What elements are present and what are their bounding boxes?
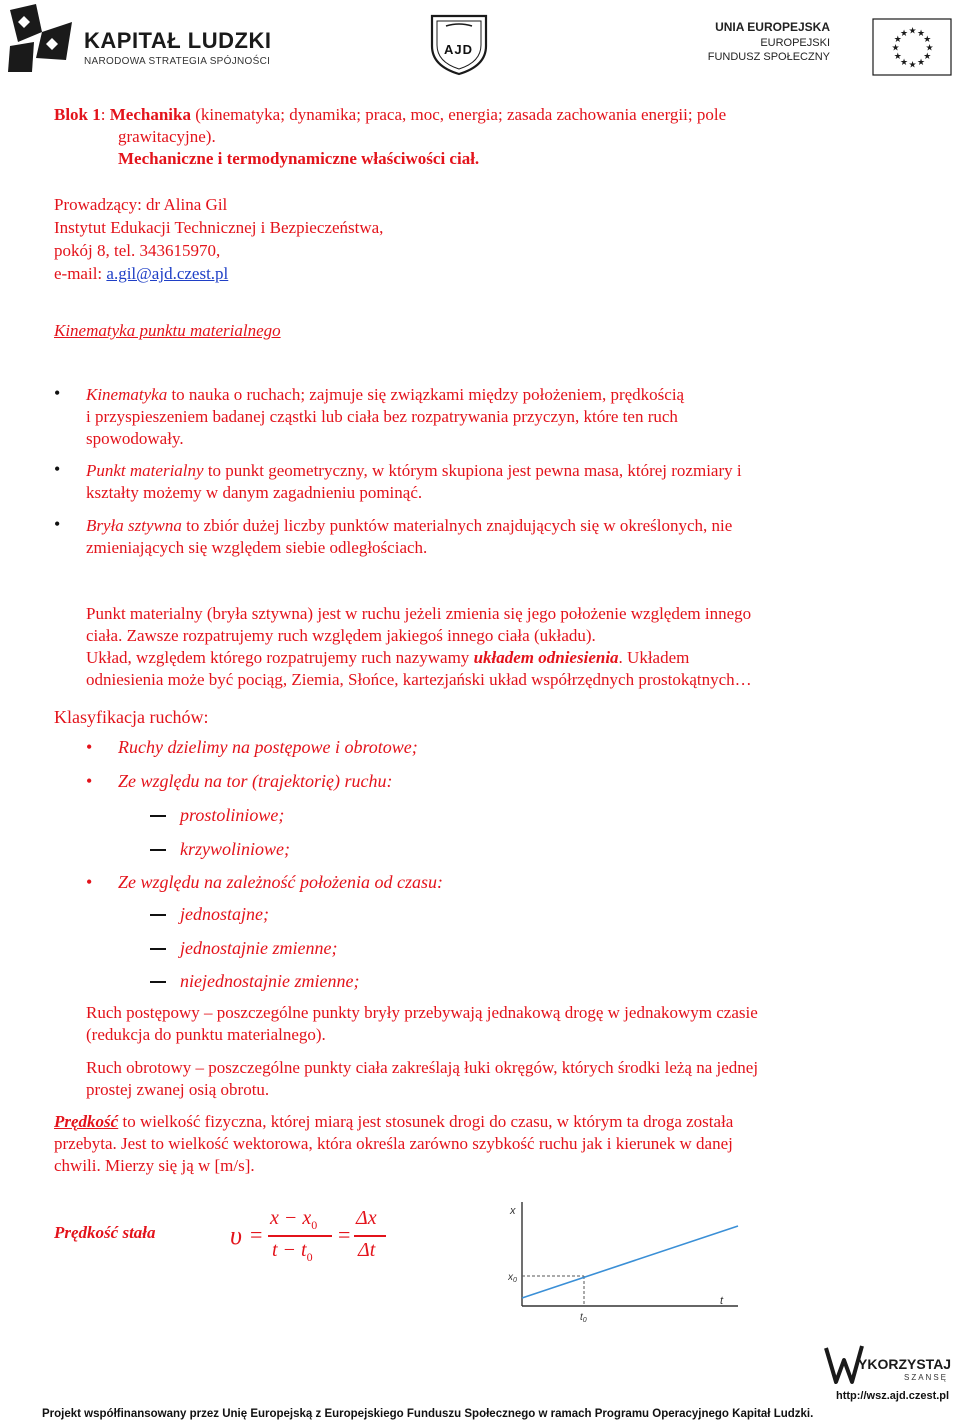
velocity-line <box>522 1226 738 1298</box>
motion-line4: odniesienia może być pociąg, Ziemia, Słońce, kartezjański układ współrzędnych prostokątnych… <box>86 670 752 689</box>
eu-star-icon: ★ <box>900 28 909 39</box>
velocity-line1: to wielkość fizyczna, której miarą jest stosunek drogi do czasu, w którym ta droga została <box>118 1112 734 1131</box>
ue-line-2: EUROPEJSKI <box>760 37 830 49</box>
translational-paragraph <box>86 1002 946 1046</box>
definition-text: kształty możemy w danym zagadnieniu pominąć. <box>86 483 423 502</box>
dash-icon <box>150 815 166 817</box>
definition-3 <box>54 515 934 559</box>
rotational-paragraph <box>86 1057 946 1101</box>
block-title-line2: grawitacyjne). <box>118 127 216 146</box>
wykorzystaj-text: YKORZYSTAJ <box>858 1356 952 1372</box>
bullet-dot-icon: • <box>86 737 93 757</box>
eu-star-icon: ★ <box>900 58 909 69</box>
bullet-dot-icon: • <box>86 872 93 892</box>
eu-star-icon: ★ <box>908 60 917 71</box>
kapital-ludzki-logo <box>6 2 276 76</box>
translational-line2: (redukcja do punktu materialnego). <box>86 1025 326 1044</box>
formula-numerator-2: Δx <box>356 1207 377 1229</box>
velocity-line3: chwili. Mierzy się ją w [m/s]. <box>54 1156 255 1175</box>
block-colon: : <box>100 105 106 124</box>
block-label: Blok 1 <box>54 105 101 124</box>
eu-star-icon: ★ <box>891 43 900 54</box>
ajd-seal-text: AJD <box>444 42 474 57</box>
definition-1 <box>54 384 934 450</box>
formula-eq: = <box>338 1222 351 1247</box>
classification-subitem: prostoliniowe; <box>180 805 285 825</box>
bullet-dot-icon: • <box>54 459 61 479</box>
formula-denominator-2: Δt <box>358 1239 376 1261</box>
motion-line2: ciała. Zawsze rozpatrujemy ruch względem jakiegoś innego ciała (układu). <box>86 626 596 645</box>
email-link[interactable]: a.gil@ajd.czest.pl <box>106 264 229 283</box>
velocity-paragraph <box>54 1111 934 1177</box>
velocity-line2: przebyta. Jest to wielkość wektorowa, która określa zarówno szybkość ruchu jak i kierunek w danej <box>54 1134 733 1153</box>
block-title-rest: (kinematyka; dynamika; praca, moc, energia; zasada zachowania energii; pole <box>191 105 727 124</box>
instructor-line1: Prowadzący: dr Alina Gil <box>54 195 228 214</box>
kapital-ludzki-emblem-icon <box>6 2 76 76</box>
bullet-dot-icon: • <box>54 514 61 534</box>
velocity-term: Prędkość <box>54 1112 119 1131</box>
bullet-dot-icon: • <box>86 771 93 791</box>
translational-line1: Ruch postępowy – poszczególne punkty bryły przebywają jednakową drogę w jednakowym czasie <box>86 1003 758 1022</box>
classification-heading: Klasyfikacja ruchów: <box>54 707 209 727</box>
wykorzystaj-url[interactable]: http://wsz.ajd.czest.pl <box>836 1390 950 1402</box>
formula-denominator-1: $t - t_0$ <box>272 1239 313 1264</box>
formula-numerator-1: $x - x_0$ <box>270 1207 318 1232</box>
definition-text: spowodowały. <box>86 429 184 448</box>
reference-frame-term: układem odniesienia <box>473 648 619 667</box>
definition-text: to punkt geometryczny, w którym skupiona jest pewna masa, której rozmiary i <box>203 461 742 480</box>
definition-text: to zbiór dużej liczby punktów materialnych znajdujących się w określonych, nie <box>181 516 733 535</box>
eu-flag-icon <box>872 18 952 76</box>
x-axis-label: t <box>720 1295 724 1307</box>
classification-subitem: jednostajnie zmienne; <box>180 938 338 958</box>
section-title: Kinematyka punktu materialnego <box>54 321 281 340</box>
eu-star-icon: ★ <box>925 43 934 54</box>
szanse-text: SZANSĘ <box>904 1373 949 1382</box>
eu-star-icon: ★ <box>923 35 932 45</box>
email-label: e-mail: <box>54 264 107 283</box>
instructor-line2: Instytut Edukacji Technicznej i Bezpieczeństwa, <box>54 218 384 237</box>
fraction-bar <box>268 1235 332 1237</box>
eu-star-icon: ★ <box>893 52 902 62</box>
fraction-bar <box>354 1235 386 1237</box>
formula-v: υ <box>230 1221 242 1250</box>
ajd-seal-logo <box>428 12 490 76</box>
eu-star-icon: ★ <box>917 58 926 69</box>
instructor-line3: pokój 8, tel. 343615970, <box>54 241 221 260</box>
eu-logo <box>690 18 952 76</box>
formula-eq: = <box>250 1222 263 1247</box>
rotational-line1: Ruch obrotowy – poszczególne punkty ciała zakreślają łuki okręgów, których środki leżą na jednej <box>86 1058 759 1077</box>
definition-term: Kinematyka <box>86 385 168 404</box>
definition-text: zmieniających się względem siebie odległościach. <box>86 538 428 557</box>
ue-line-3: FUNDUSZ SPOŁECZNY <box>707 51 830 63</box>
t0-label: $t_0$ <box>580 1312 587 1324</box>
classification-item-2: Ze względu na tor (trajektorię) ruchu: <box>118 771 393 791</box>
ue-line-1: UNIA EUROPEJSKA <box>715 20 830 34</box>
motion-line3-end: . Układem <box>618 648 690 667</box>
footer-text: Projekt współfinansowany przez Unię Europejską z Europejskiego Funduszu Społecznego w ramach Programu Operacyjnego Kapitał Ludzki. <box>42 1408 814 1420</box>
y-axis-label: x <box>510 1205 516 1217</box>
kapital-ludzki-title: KAPITAŁ LUDZKI <box>84 28 272 53</box>
eu-star-icon: ★ <box>893 35 902 45</box>
motion-line3-start: Układ, względem którego rozpatrujemy ruch nazywamy <box>86 648 474 667</box>
position-time-graph <box>508 1196 744 1330</box>
block-title-line3: Mechaniczne i termodynamiczne właściwości ciał. <box>118 149 480 168</box>
dash-icon <box>150 914 166 916</box>
definition-2 <box>54 460 934 504</box>
definition-term: Bryła sztywna <box>86 516 182 535</box>
classification-subitem: jednostajne; <box>180 904 269 924</box>
bullet-dot-icon: • <box>54 383 61 403</box>
eu-star-icon: ★ <box>917 28 926 39</box>
definition-term: Punkt materialny <box>86 461 204 480</box>
x0-label: $x_0$ <box>508 1272 517 1284</box>
dash-icon <box>150 981 166 983</box>
classification-item-1: Ruchy dzielimy na postępowe i obrotowe; <box>118 737 418 757</box>
dash-icon <box>150 849 166 851</box>
classification-subitem: niejednostajnie zmienne; <box>180 971 360 991</box>
constant-velocity-label: Prędkość stała <box>54 1223 156 1242</box>
block-title-bold: Mechanika <box>109 105 191 124</box>
eu-star-icon: ★ <box>923 52 932 62</box>
rotational-line2: prostej zwanej osią obrotu. <box>86 1080 270 1099</box>
definition-text: to nauka o ruchach; zajmuje się związkami między położeniem, prędkością <box>167 385 685 404</box>
kapital-ludzki-subtitle: NARODOWA STRATEGIA SPÓJNOŚCI <box>84 56 271 67</box>
dash-icon <box>150 948 166 950</box>
motion-line1: Punkt materialny (bryła sztywna) jest w ruchu jeżeli zmienia się jego położenie względem innego <box>86 604 752 623</box>
eu-star-icon: ★ <box>908 26 917 37</box>
velocity-formula <box>228 1205 388 1267</box>
classification-item-3: Ze względu na zależność położenia od czasu: <box>118 872 443 892</box>
motion-paragraph <box>86 603 946 691</box>
definition-text: i przyspieszeniem badanej cząstki lub ciała bez rozpatrywania przyczyn, które ten ruch <box>86 407 678 426</box>
block-title <box>54 104 924 126</box>
classification-subitem: krzywoliniowe; <box>180 839 290 859</box>
wykorzystaj-szanse-logo <box>824 1342 956 1392</box>
instructor-email-row <box>54 263 228 285</box>
